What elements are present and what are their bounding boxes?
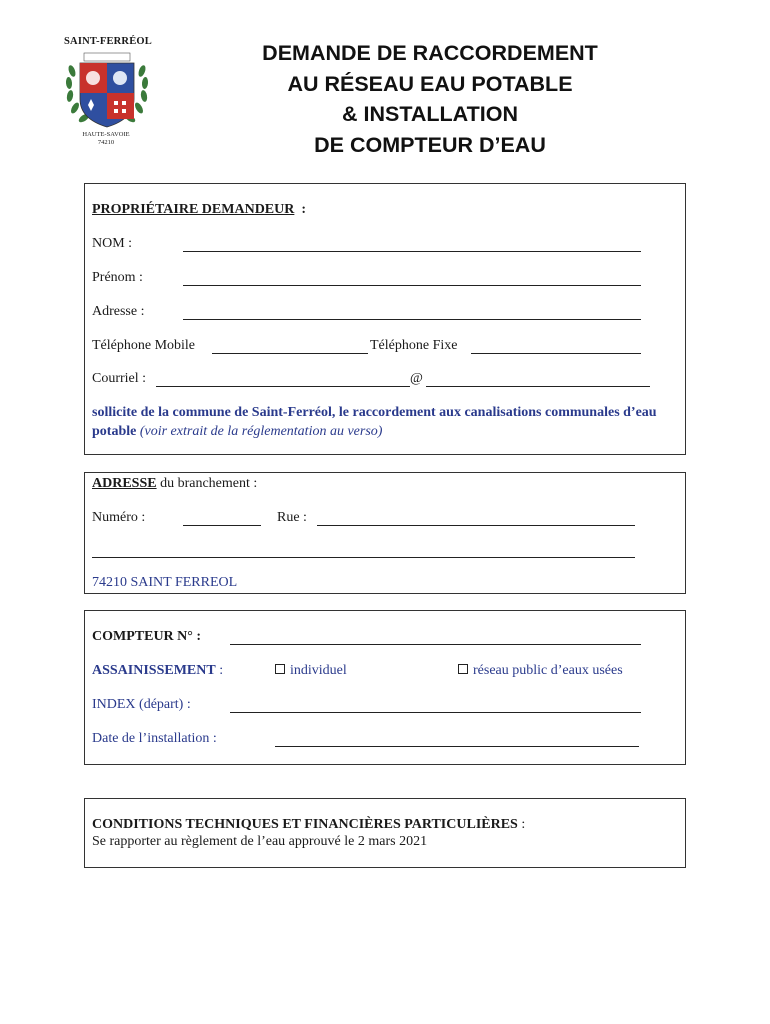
nom-field[interactable] — [183, 251, 641, 252]
title-line-3: & INSTALLATION — [342, 102, 518, 126]
numero-label: Numéro : — [92, 510, 146, 525]
owner-heading-colon: : — [301, 202, 307, 217]
index-field[interactable] — [230, 712, 641, 713]
title-line-2: AU RÉSEAU EAU POTABLE — [287, 71, 573, 96]
checkbox-icon[interactable] — [275, 664, 285, 674]
option-reseau-label: réseau public d’eaux usées — [473, 663, 623, 678]
option-individuel[interactable] — [275, 663, 347, 679]
conditions-section — [84, 798, 686, 868]
courriel-domain-field[interactable] — [426, 386, 650, 387]
courriel-user-field[interactable] — [156, 386, 410, 387]
coat-of-arms-logo — [62, 51, 152, 138]
numero-field[interactable] — [183, 525, 261, 526]
assainissement-label-text: ASSAINISSEMENT — [92, 663, 216, 678]
index-label: INDEX (départ) : — [92, 697, 191, 712]
tel-mobile-label: Téléphone Mobile — [92, 338, 196, 353]
crest-postcode: 74210 — [97, 139, 115, 146]
option-individuel-label: individuel — [290, 663, 347, 678]
tel-mobile-field[interactable] — [212, 353, 368, 354]
crest-department: HAUTE-SAVOIE — [82, 131, 130, 138]
owner-heading-text: PROPRIÉTAIRE DEMANDEUR — [92, 202, 295, 217]
rue-label: Rue : — [277, 510, 307, 525]
city-line: 74210 SAINT FERREOL — [92, 575, 238, 590]
conditions-heading — [92, 817, 525, 833]
checkbox-icon[interactable] — [458, 664, 468, 674]
assainissement-colon: : — [219, 663, 224, 678]
owner-heading — [92, 202, 306, 218]
compteur-label: COMPTEUR N° : — [92, 629, 202, 644]
address-heading-bold: ADRESSE — [92, 476, 157, 491]
address-heading — [92, 476, 257, 492]
request-text-bold: sollicite de la commune de Saint-Ferréol, le raccordement aux canalisations communales d’eau potable — [92, 405, 657, 439]
compteur-field[interactable] — [230, 644, 641, 645]
adresse-field[interactable] — [183, 319, 641, 320]
date-installation-label: Date de l’installation : — [92, 731, 217, 746]
courriel-label: Courriel : — [92, 371, 147, 386]
title-line-4: DE COMPTEUR D’EAU — [314, 132, 546, 157]
conditions-text: Se rapporter au règlement de l’eau approuvé le 2 mars 2021 — [92, 834, 428, 849]
tel-fixe-field[interactable] — [471, 353, 641, 354]
title-line-1: DEMANDE DE RACCORDEMENT — [262, 41, 598, 65]
adresse-label: Adresse : — [92, 304, 145, 319]
assainissement-label — [92, 663, 223, 679]
prenom-field[interactable] — [183, 285, 641, 286]
option-reseau-public[interactable] — [458, 663, 623, 679]
request-text-italic: (voir extrait de la réglementation au verso) — [139, 424, 383, 439]
conditions-heading-colon: : — [517, 817, 526, 832]
date-installation-field[interactable] — [275, 746, 639, 747]
rue-field[interactable] — [317, 525, 635, 526]
request-text — [92, 403, 682, 441]
address-heading-rest: du branchement : — [156, 476, 258, 491]
crest-subtitle — [70, 131, 142, 147]
nom-label: NOM : — [92, 236, 133, 251]
page-title — [210, 38, 650, 160]
at-sign: @ — [410, 371, 423, 386]
tel-fixe-label: Téléphone Fixe — [370, 338, 458, 353]
commune-name: SAINT-FERRÉOL — [64, 36, 152, 47]
address-line-2-field[interactable] — [92, 557, 635, 558]
prenom-label: Prénom : — [92, 270, 143, 285]
conditions-heading-text: CONDITIONS TECHNIQUES ET FINANCIÈRES PARTICULIÈRES — [92, 817, 518, 832]
